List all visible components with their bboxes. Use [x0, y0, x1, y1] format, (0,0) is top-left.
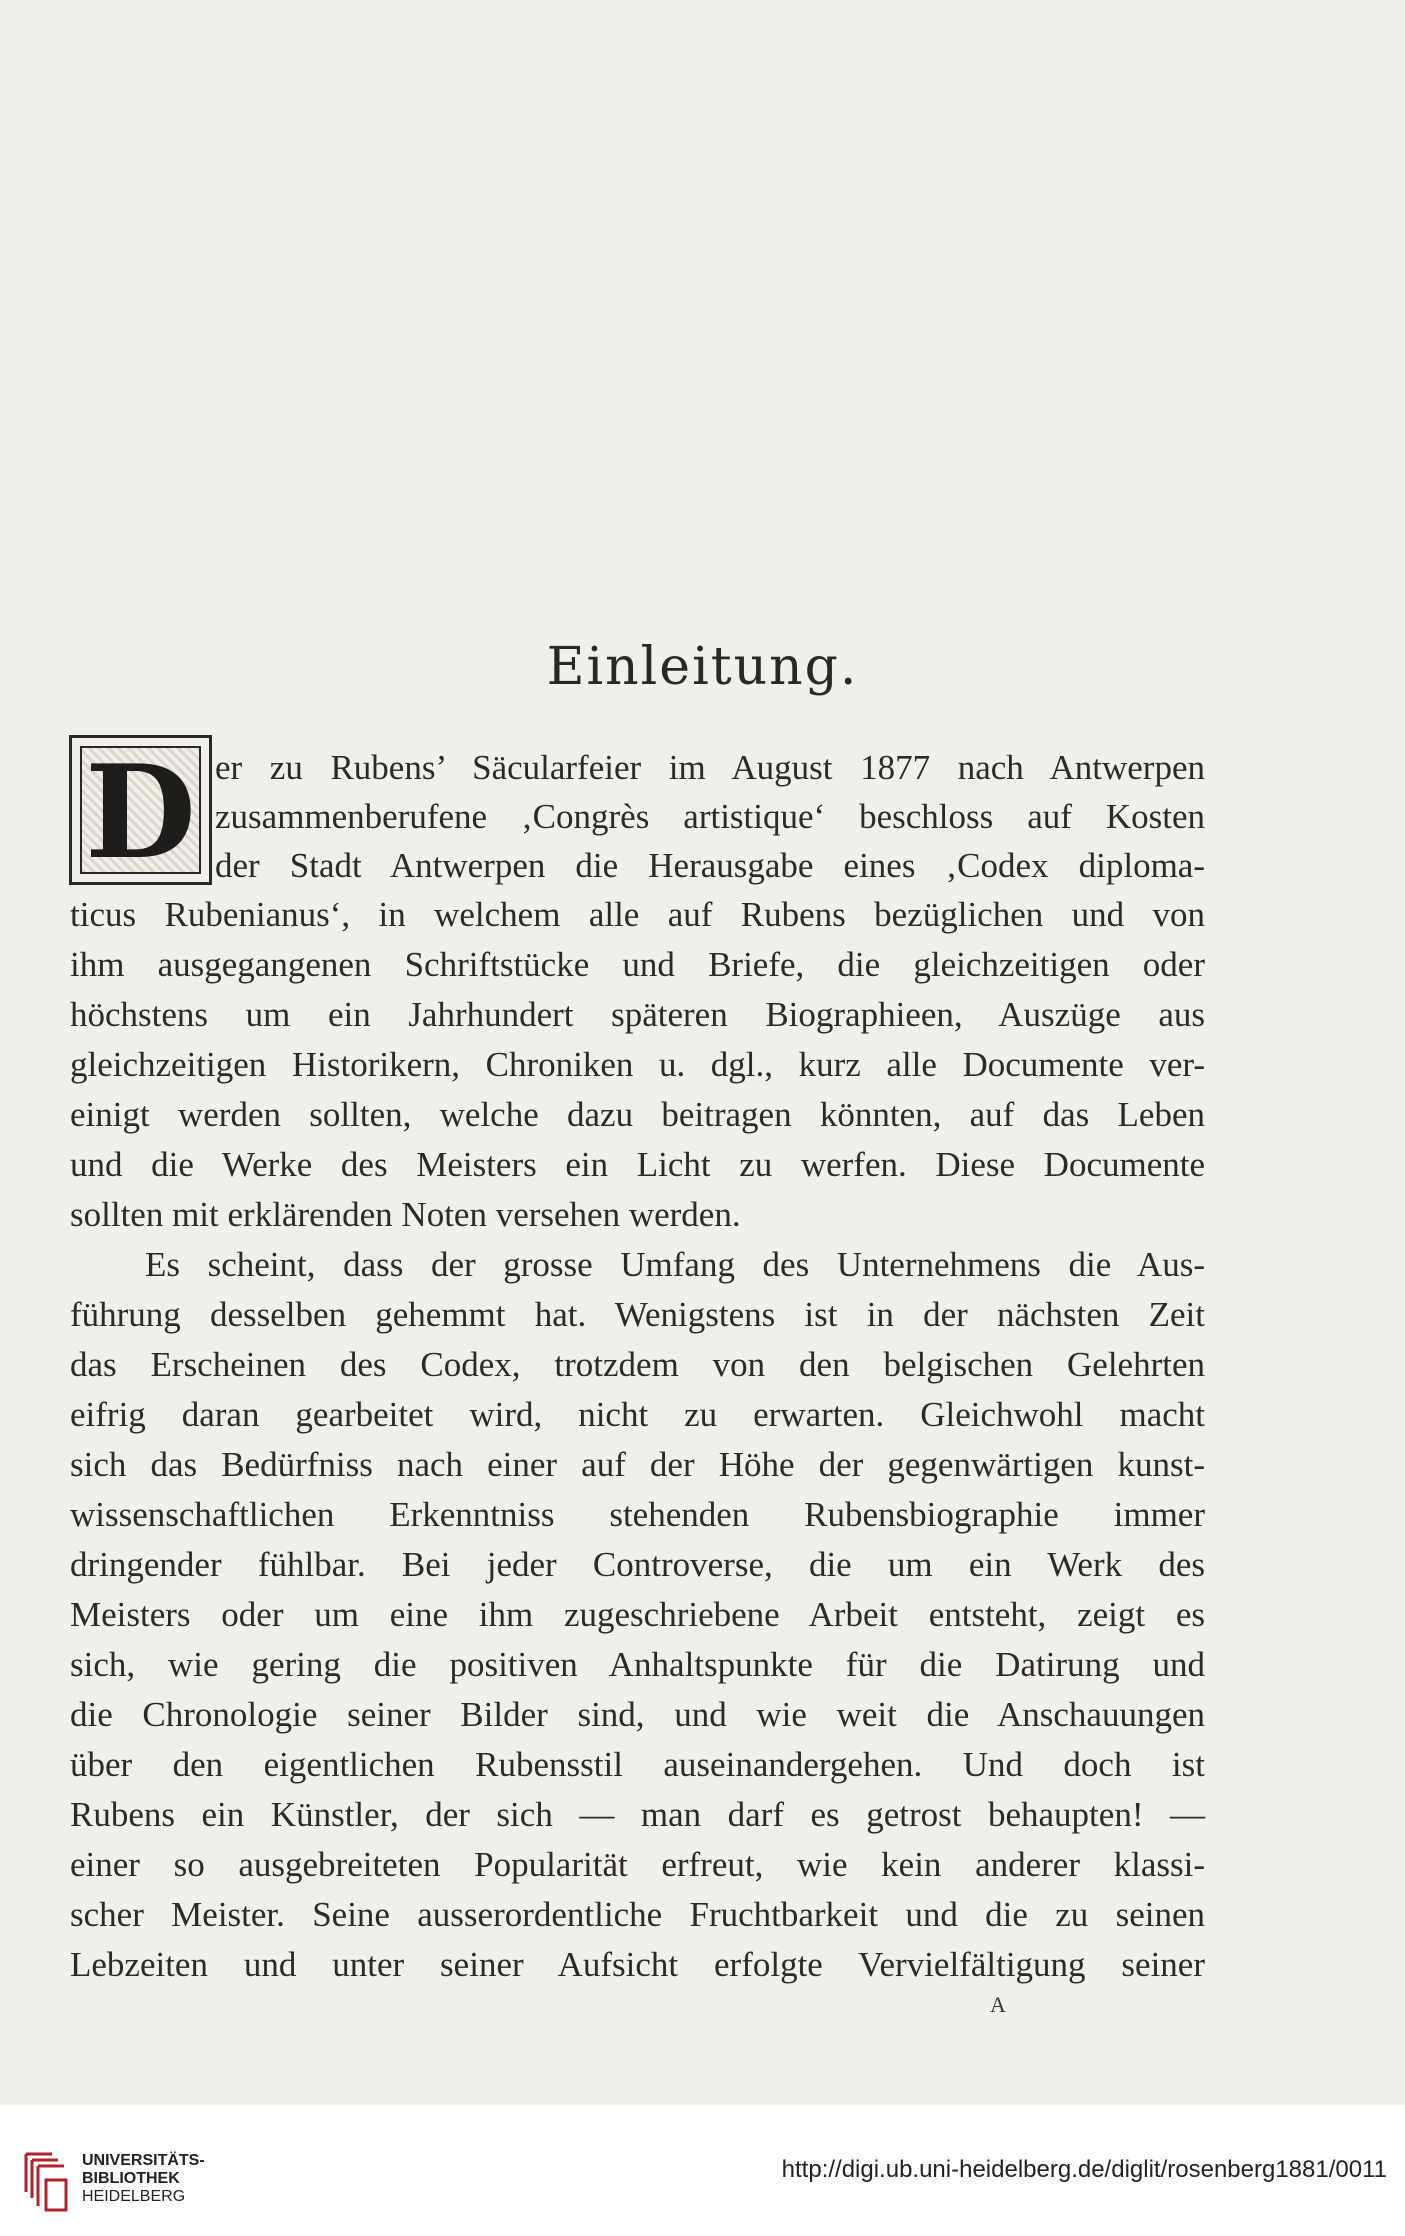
drop-cap-initial — [69, 735, 212, 888]
text-line: höchstens um ein Jahrhundert späteren Biographieen, Auszüge aus — [70, 995, 1205, 1034]
text-line: sich das Bedürfniss nach einer auf der Höhe der gegenwärtigen kunst- — [70, 1445, 1205, 1484]
text-line: das Erscheinen des Codex, trotzdem von den belgischen Gelehrten — [70, 1345, 1205, 1384]
text-line: er zu Rubens’ Säcularfeier im August 1877 nach Antwerpen — [215, 748, 1205, 787]
library-name-line: HEIDELBERG — [82, 2188, 186, 2205]
library-name-line: UNIVERSITÄTS- — [82, 2152, 205, 2169]
page-title: Einleitung. — [546, 637, 859, 697]
text-line: zusammenberufene ‚Congrès artistique‘ beschloss auf Kosten — [215, 797, 1205, 836]
drop-cap-letter: D — [85, 738, 196, 888]
signature-mark: A — [990, 1992, 1006, 2017]
text-line: und die Werke des Meisters ein Licht zu werfen. Diese Documente — [70, 1145, 1205, 1184]
library-name — [82, 2152, 205, 2206]
text-line: gleichzeitigen Historikern, Chroniken u. dgl., kurz alle Documente ver- — [70, 1045, 1205, 1084]
text-line: ihm ausgegangenen Schriftstücke und Briefe, die gleichzeitigen oder — [70, 945, 1205, 984]
text-line: dringender fühlbar. Bei jeder Controverse, die um ein Werk des — [70, 1545, 1205, 1584]
text-line: eifrig daran gearbeitet wird, nicht zu erwarten. Gleichwohl macht — [70, 1395, 1205, 1434]
text-line: über den eigentlichen Rubensstil auseinandergehen. Und doch ist — [70, 1745, 1205, 1784]
text-line: führung desselben gehemmt hat. Wenigstens ist in der nächsten Zeit — [70, 1295, 1205, 1334]
source-url-link[interactable]: http://digi.ub.uni-heidelberg.de/diglit/rosenberg1881/0011 — [781, 2156, 1387, 2183]
text-line: der Stadt Antwerpen die Herausgabe eines ‚Codex diploma- — [215, 846, 1205, 885]
text-line: scher Meister. Seine ausserordentliche Fruchtbarkeit und die zu seinen — [70, 1895, 1205, 1934]
text-line: einer so ausgebreiteten Popularität erfreut, wie kein anderer klassi- — [70, 1845, 1205, 1884]
text-line: sich, wie gering die positiven Anhaltspunkte für die Datirung und — [70, 1645, 1205, 1684]
library-name-line: BIBLIOTHEK — [82, 2170, 180, 2187]
text-line: Rubens ein Künstler, der sich — man darf es getrost behaupten! — — [70, 1795, 1205, 1834]
text-line: sollten mit erklärenden Noten versehen werden. — [70, 1195, 741, 1234]
library-logo-icon — [22, 2148, 72, 2214]
text-line: einigt werden sollten, welche dazu beitragen könnten, auf das Leben — [70, 1095, 1205, 1134]
text-line: ticus Rubenianus‘, in welchem alle auf Rubens bezüglichen und von — [70, 895, 1205, 934]
text-line: Lebzeiten und unter seiner Aufsicht erfolgte Vervielfältigung seiner — [70, 1945, 1205, 1984]
text-line: wissenschaftlichen Erkenntniss stehenden Rubensbiographie immer — [70, 1495, 1205, 1534]
text-line: Meisters oder um eine ihm zugeschriebene Arbeit entsteht, zeigt es — [70, 1595, 1205, 1634]
text-line: die Chronologie seiner Bilder sind, und wie weit die Anschauungen — [70, 1695, 1205, 1734]
text-line: Es scheint, dass der grosse Umfang des Unternehmens die Aus- — [145, 1245, 1205, 1284]
